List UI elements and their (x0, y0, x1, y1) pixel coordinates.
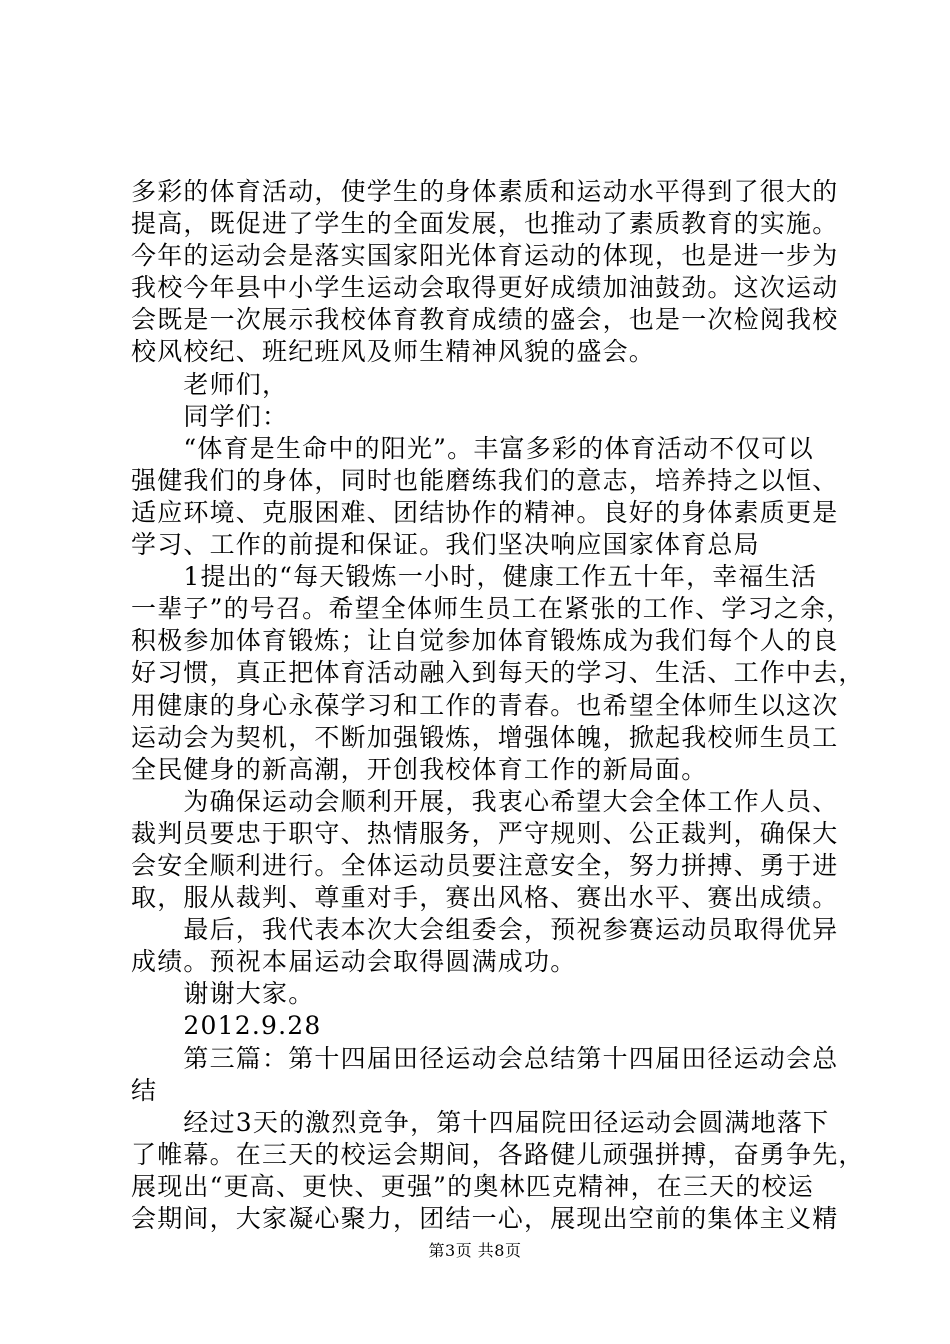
text-line: 校风校纪、班纪班风及师生精神风貌的盛会。 (131, 337, 656, 367)
text-line: 会安全顺利进行。全体运动员要注意安全，努力拼搏、勇于进 (131, 850, 839, 880)
text-line: 取，服从裁判、尊重对手，赛出风格、赛出水平、赛出成绩。 (131, 883, 839, 913)
text-line: “体育是生命中的阳光”。丰富多彩的体育活动不仅可以 (183, 433, 814, 463)
text-line: 会期间，大家凝心聚力，团结一心，展现出空前的集体主义精 (131, 1204, 839, 1233)
text-line: 多彩的体育活动，使学生的身体素质和运动水平得到了很大的 (131, 177, 839, 206)
text-line: 展现出“更高、更快、更强”的奥林匹克精神，在三天的校运 (131, 1171, 814, 1201)
text-line: 好习惯，真正把体育活动融入到每天的学习、生活、工作中去， (131, 658, 865, 688)
text-line: 2012.9.28 (183, 1011, 322, 1041)
text-line: 强健我们的身体，同时也能磨练我们的意志，培养持之以恒、 (131, 465, 839, 495)
text-line: 全民健身的新高潮，开创我校体育工作的新局面。 (131, 754, 708, 784)
text-line: 会既是一次展示我校体育教育成绩的盛会，也是一次检阅我校 (131, 305, 839, 335)
text-line: 运动会为契机，不断加强锻炼，增强体魄，掀起我校师生员工 (131, 722, 839, 752)
text-line: 谢谢大家。 (183, 979, 315, 1009)
text-line: 我校今年县中小学生运动会取得更好成绩加油鼓劲。这次运动 (131, 273, 839, 303)
text-line: 学习、工作的前提和保证。我们坚决响应国家体育总局 (131, 530, 760, 560)
text-line: 一辈子”的号召。希望全体师生员工在紧张的工作、学习之余， (131, 594, 853, 624)
document-body (131, 176, 865, 1235)
text-line: 了帷幕。在三天的校运会期间，各路健儿顽强拼搏，奋勇争先， (131, 1139, 865, 1169)
text-line: 结 (131, 1075, 158, 1105)
text-line: 1提出的“每天锻炼一小时，健康工作五十年，幸福生活 (183, 562, 818, 592)
text-line: 为确保运动会顺利开展，我衷心希望大会全体工作人员、 (183, 786, 839, 816)
text-line: 用健康的身心永葆学习和工作的青春。也希望全体师生以这次 (131, 690, 839, 720)
page-number: 第3页 共8页 (428, 1241, 522, 1260)
text-line: 适应环境、克服困难、团结协作的精神。良好的身体素质更是 (131, 497, 839, 527)
text-line: 裁判员要忠于职守、热情服务，严守规则、公正裁判，确保大 (131, 818, 839, 848)
text-line: 提高，既促进了学生的全面发展，也推动了素质教育的实施。 (131, 209, 839, 239)
text-line: 最后，我代表本次大会组委会，预祝参赛运动员取得优异 (183, 915, 839, 945)
text-line: 今年的运动会是落实国家阳光体育运动的体现，也是进一步为 (131, 241, 839, 271)
text-line: 同学们： (183, 401, 289, 431)
text-line: 积极参加体育锻炼；让自觉参加体育锻炼成为我们每个人的良 (131, 626, 839, 656)
text-line: 成绩。预祝本届运动会取得圆满成功。 (131, 947, 577, 977)
text-line: 老师们， (183, 369, 289, 399)
text-line: 经过3天的激烈竞争，第十四届院田径运动会圆满地落下 (183, 1107, 830, 1137)
text-line: 第三篇：第十四届田径运动会总结第十四届田径运动会总 (183, 1043, 839, 1073)
